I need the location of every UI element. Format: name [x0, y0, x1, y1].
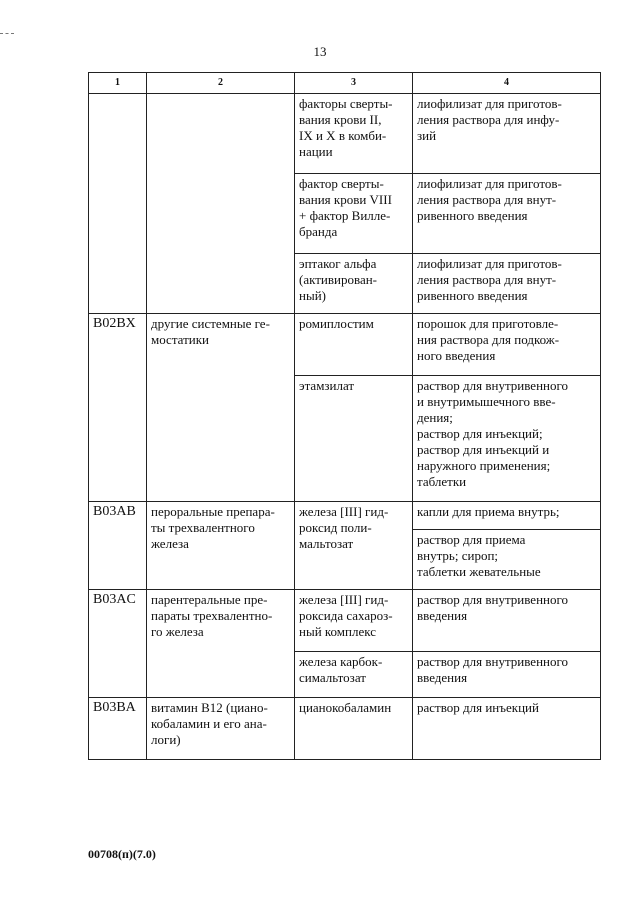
atc-code-cell [89, 94, 147, 314]
atc-code-cell: B03AC [89, 590, 147, 698]
atc-code-cell: B03AB [89, 502, 147, 590]
column-header-1: 1 [89, 73, 147, 94]
drug-name-cell: факторы сверты- вания крови II, IX и X в комби- нации [295, 94, 413, 174]
dosage-form-cell: раствор для инъекций [413, 698, 601, 760]
pharmacologic-group-cell: пероральные препара- ты трехвалентного железа [147, 502, 295, 590]
pharmacologic-group-cell: витамин B12 (циано- кобаламин и его ана- логи) [147, 698, 295, 760]
dosage-form-cell: капли для приема внутрь; [413, 502, 601, 530]
dosage-form-cell: раствор для внутривенного введения [413, 652, 601, 698]
column-header-4: 4 [413, 73, 601, 94]
column-header-2: 2 [147, 73, 295, 94]
atc-code-cell: B03BA [89, 698, 147, 760]
dosage-form-cell: лиофилизат для приготов- ления раствора для внут- ривенного введения [413, 174, 601, 254]
pharmacologic-group-cell: парентеральные пре- параты трехвалентно- го железа [147, 590, 295, 698]
table-row [89, 314, 601, 376]
dosage-form-cell: лиофилизат для приготов- ления раствора для внут- ривенного введения [413, 254, 601, 314]
page-number: 13 [313, 44, 327, 59]
table-row [89, 590, 601, 652]
drug-name-cell: эптаког альфа (активирован- ный) [295, 254, 413, 314]
page-edge-mark [0, 33, 14, 35]
pharmacologic-group-cell: другие системные ге- мостатики [147, 314, 295, 502]
drug-name-cell: фактор сверты- вания крови VIII + фактор Вилле- бранда [295, 174, 413, 254]
document-code: 00708(п)(7.0) [88, 847, 156, 861]
table-header-row [89, 73, 601, 94]
dosage-form-cell: лиофилизат для приготов- ления раствора для инфу- зий [413, 94, 601, 174]
drug-name-cell: железа [III] гид- роксид поли- мальтозат [295, 502, 413, 590]
pharmacologic-group-cell [147, 94, 295, 314]
column-header-3: 3 [295, 73, 413, 94]
atc-code-cell: B02BX [89, 314, 147, 502]
table-row [89, 502, 601, 530]
drug-name-cell: железа карбок- симальтозат [295, 652, 413, 698]
table-row [89, 94, 601, 174]
drug-name-cell: железа [III] гид- роксида сахароз- ный комплекс [295, 590, 413, 652]
dosage-form-cell: порошок для приготовле- ния раствора для подкож- ного введения [413, 314, 601, 376]
drug-name-cell: ромиплостим [295, 314, 413, 376]
dosage-form-cell: раствор для внутривенного введения [413, 590, 601, 652]
dosage-form-cell: раствор для внутривенного и внутримышечного вве- дения; раствор для инъекций; раствор для инъекций и наружного применения; таблетки [413, 376, 601, 502]
dosage-form-cell: раствор для приема внутрь; сироп; таблетки жевательные [413, 530, 601, 590]
drug-name-cell: цианокобаламин [295, 698, 413, 760]
drug-name-cell: этамзилат [295, 376, 413, 502]
table-row [89, 698, 601, 760]
drug-table [88, 72, 601, 760]
